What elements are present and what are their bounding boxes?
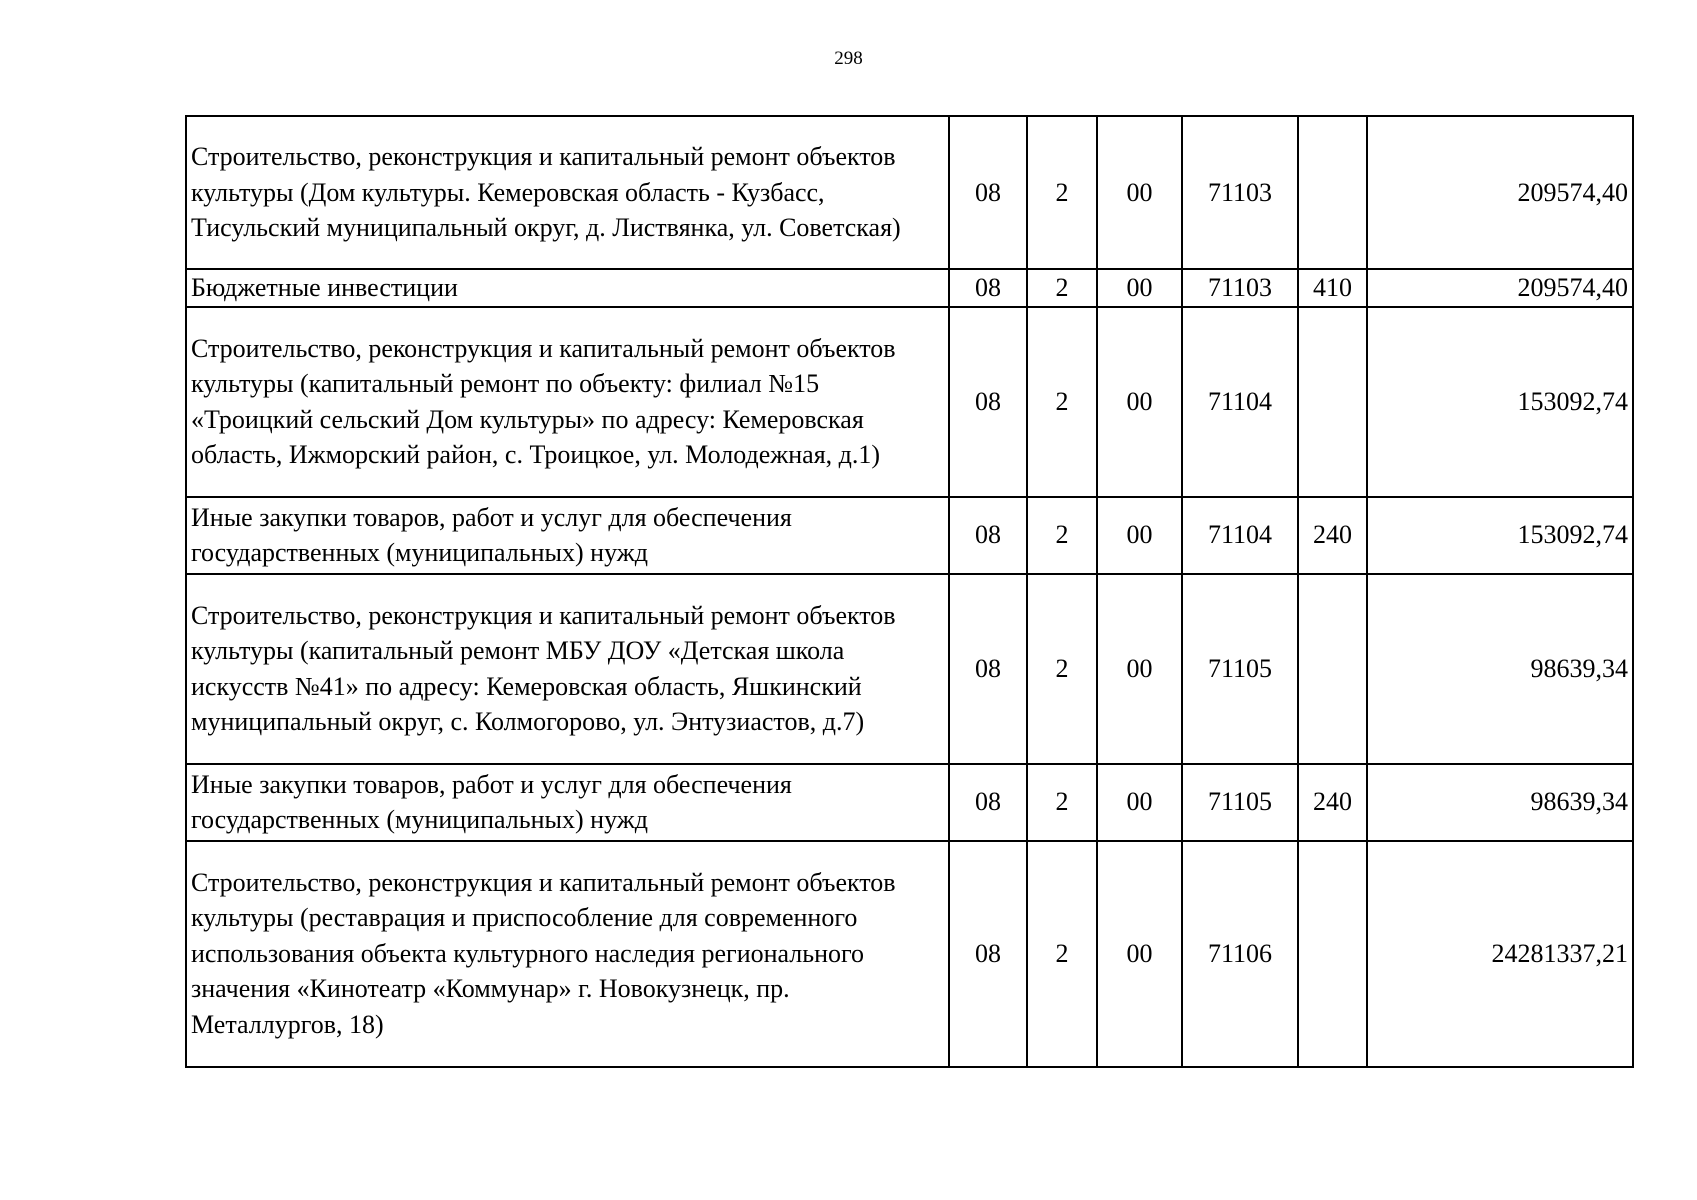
row-direction-code: 71105: [1182, 764, 1298, 841]
row-expense-type: 240: [1298, 497, 1367, 574]
row-amount: 153092,74: [1367, 307, 1633, 497]
row-program-code: 2: [1027, 764, 1097, 841]
row-section-code: 08: [949, 574, 1027, 764]
row-expense-type: [1298, 307, 1367, 497]
row-direction-code: 71106: [1182, 841, 1298, 1067]
row-section-code: 08: [949, 841, 1027, 1067]
table-row: [186, 116, 1633, 269]
row-subprogram-code: 00: [1097, 269, 1182, 307]
row-description: Строительство, реконструкция и капитальный ремонт объектов культуры (реставрация и приспособление для современного использования объекта культурного наследия регионального значения «Кинотеатр «Коммунар» г. Новокузнецк, пр. Металлургов, 18): [186, 841, 949, 1067]
row-direction-code: 71104: [1182, 497, 1298, 574]
row-section-code: 08: [949, 307, 1027, 497]
row-direction-code: 71105: [1182, 574, 1298, 764]
table-row: [186, 307, 1633, 497]
row-amount: 209574,40: [1367, 269, 1633, 307]
row-description: Строительство, реконструкция и капитальный ремонт объектов культуры (капитальный ремонт МБУ ДОУ «Детская школа искусств №41» по адресу: Кемеровская область, Яшкинский муниципальный округ, с. Колмогорово, ул. Энтузиастов, д.7): [186, 574, 949, 764]
row-description: Бюджетные инвестиции: [186, 269, 949, 307]
row-description: Строительство, реконструкция и капитальный ремонт объектов культуры (Дом культуры. Кемеровская область - Кузбасс, Тисульский муниципальный округ, д. Листвянка, ул. Советская): [186, 116, 949, 269]
row-amount: 98639,34: [1367, 574, 1633, 764]
row-subprogram-code: 00: [1097, 307, 1182, 497]
table-row: [186, 841, 1633, 1067]
row-program-code: 2: [1027, 574, 1097, 764]
table-row: [186, 764, 1633, 841]
row-expense-type: 410: [1298, 269, 1367, 307]
row-amount: 209574,40: [1367, 116, 1633, 269]
row-subprogram-code: 00: [1097, 841, 1182, 1067]
table-row: [186, 574, 1633, 764]
row-amount: 98639,34: [1367, 764, 1633, 841]
row-amount: 153092,74: [1367, 497, 1633, 574]
row-subprogram-code: 00: [1097, 497, 1182, 574]
row-description: Иные закупки товаров, работ и услуг для обеспечения государственных (муниципальных) нужд: [186, 764, 949, 841]
row-description: Иные закупки товаров, работ и услуг для обеспечения государственных (муниципальных) нужд: [186, 497, 949, 574]
row-subprogram-code: 00: [1097, 116, 1182, 269]
row-expense-type: [1298, 841, 1367, 1067]
row-subprogram-code: 00: [1097, 764, 1182, 841]
row-direction-code: 71103: [1182, 116, 1298, 269]
page-number: 298: [834, 48, 863, 69]
row-subprogram-code: 00: [1097, 574, 1182, 764]
row-program-code: 2: [1027, 841, 1097, 1067]
row-program-code: 2: [1027, 116, 1097, 269]
row-program-code: 2: [1027, 269, 1097, 307]
row-description: Строительство, реконструкция и капитальный ремонт объектов культуры (капитальный ремонт по объекту: филиал №15 «Троицкий сельский Дом культуры» по адресу: Кемеровская область, Ижморский район, с. Троицкое, ул. Молодежная, д.1): [186, 307, 949, 497]
row-section-code: 08: [949, 497, 1027, 574]
table-row: [186, 497, 1633, 574]
row-direction-code: 71103: [1182, 269, 1298, 307]
row-amount: 24281337,21: [1367, 841, 1633, 1067]
row-section-code: 08: [949, 269, 1027, 307]
row-expense-type: [1298, 574, 1367, 764]
row-section-code: 08: [949, 116, 1027, 269]
table-row: [186, 269, 1633, 307]
row-expense-type: [1298, 116, 1367, 269]
row-direction-code: 71104: [1182, 307, 1298, 497]
row-section-code: 08: [949, 764, 1027, 841]
row-program-code: 2: [1027, 497, 1097, 574]
row-program-code: 2: [1027, 307, 1097, 497]
budget-table: [185, 115, 1634, 1068]
row-expense-type: 240: [1298, 764, 1367, 841]
